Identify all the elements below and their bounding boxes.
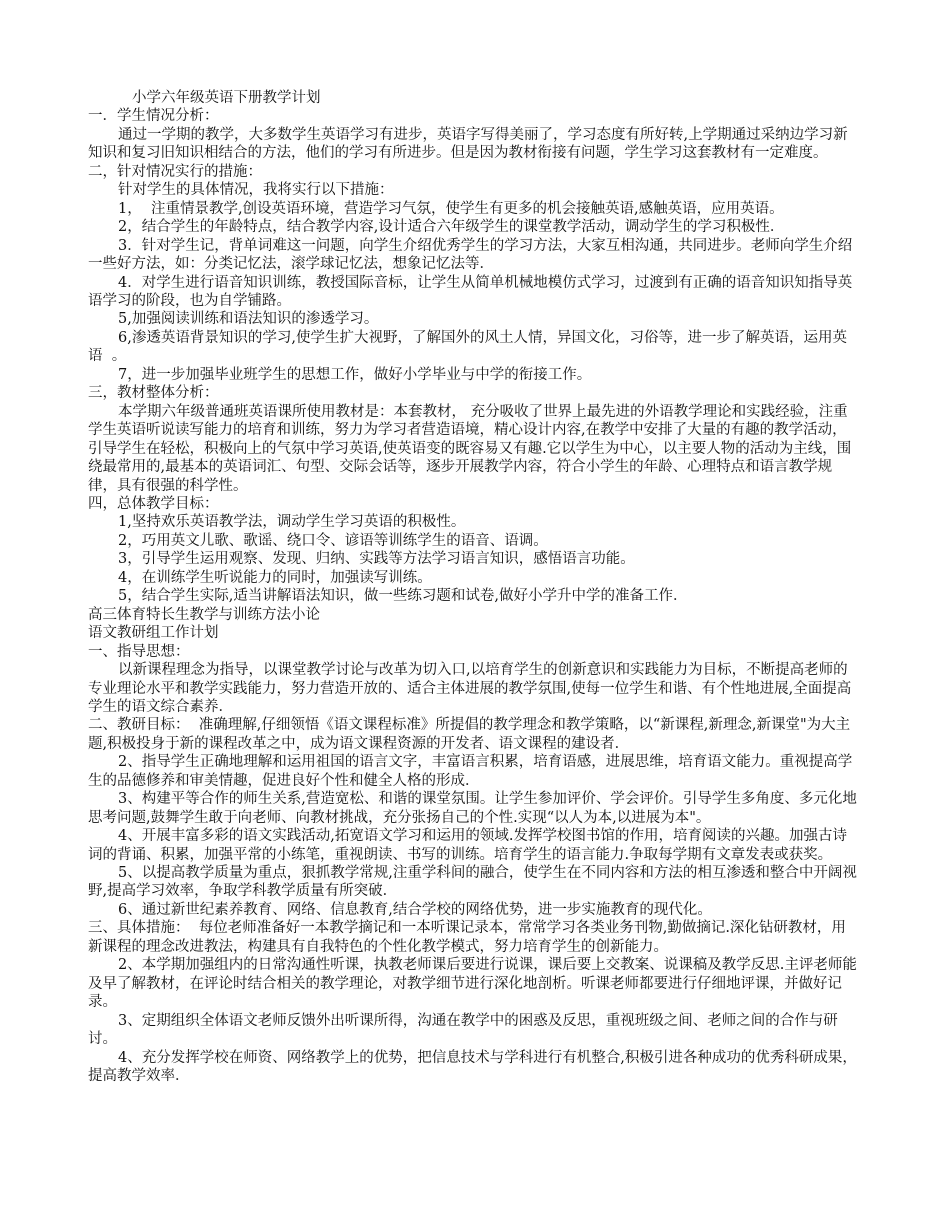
paragraph: 2，结合学生的年龄特点，结合教学内容,设计适合六年级学生的课堂教学活动，调动学生的学习积极性．	[118, 219, 785, 236]
section-heading: 三，教材整体分析：	[88, 385, 219, 402]
paragraph: 2、指导学生正确地理解和运用祖国的语言文字，丰富语言积累，培育语感，进展思维，培育语文能力。重视提高学生的品德修养和审美情趣，促进良好个性和健全人格的形成．	[88, 754, 853, 789]
paragraph: 1,坚持欢乐英语教学法，调动学生学习英语的积极性。	[118, 514, 466, 531]
document-body	[88, 107, 860, 1085]
section-heading: 三、具体措施： 每位老师准备好一本教学摘记和一本听课记录本，常常学习各类业务刊物,勤做摘记.深化钻研教材，用新课程的理念改进教法，构建具有自我特色的个性化教学模式，努力培育学生的创新能力。	[88, 920, 846, 955]
paragraph: 针对学生的具体情况，我将实行以下措施：	[118, 182, 394, 199]
section-heading: 语文教研组工作计划	[88, 625, 219, 642]
paragraph: 6、通过新世纪素养教育、网络、信息教育,结合学校的网络优势，进一步实施教育的现代化。	[118, 901, 712, 918]
paragraph: 3、构建平等合作的师生关系,营造宽松、和谐的课堂氛围。让学生参加评价、学会评价。引导学生多角度、多元化地思考问题,鼓舞学生敢于向老师、向教材挑战，充分张扬自己的个性.实现“以人为本,以进展为本"。	[88, 791, 857, 826]
section-heading: 一、指导思想：	[88, 643, 190, 660]
paragraph: 4，在训练学生听说能力的同时，加强读写训练。	[118, 569, 432, 586]
paragraph: 2，巧用英文儿歌、歌谣、绕口令、谚语等训练学生的语音、语调。	[118, 532, 548, 549]
paragraph: 3，引导学生运用观察、发现、归纳、实践等方法学习语言知识，感悟语言功能。	[118, 551, 635, 568]
section-heading: 二、教研目标： 准确理解,仔细领悟《语文课程标准》所提倡的教学理念和教学策略，以“新课程,新理念,新课堂"为大主题,积极投身于新的课程改革之中，成为语文课程资源的开发者、语文课程的建设者．	[88, 717, 851, 752]
paragraph: 6,渗透英语背景知识的学习,使学生扩大视野，了解国外的风土人情，异国文化，习俗等，进一步了解英语，运用英语 。	[88, 329, 847, 365]
paragraph: 1， 注重情景教学,创设英语环境，营造学习气氛，使学生有更多的机会接触英语,感触英语，应用英语。	[118, 200, 784, 217]
paragraph: 5、以提高教学质量为重点，狠抓教学常规,注重学科间的融合，使学生在不同内容和方法的相互渗透和整合中开阔视野,提高学习效率，争取学科教学质量有所突破．	[88, 865, 857, 900]
paragraph: 4．对学生进行语音知识训练，教授国际音标，让学生从简单机械地模仿式学习，过渡到有正确的语音知识知指导英语学习的阶段，也为自学铺路。	[88, 274, 853, 309]
section-heading: 高三体育特长生教学与训练方法小论	[88, 606, 320, 623]
paragraph: 以新课程理念为指导，以课堂教学讨论与改革为切入口,以培育学生的创新意识和实践能力为目标，不断提高老师的专业理论水平和教学实践能力，努力营造开放的、适合主体进展的教学氛围,使每一位学生和谐、有个性地进展,全面提高学生的语文综合素养．	[88, 662, 852, 715]
paragraph: 4、充分发挥学校在师资、网络教学上的优势，把信息技术与学科进行有机整合,积极引进各种成功的优秀科研成果，提高教学效率．	[88, 1049, 857, 1085]
section-heading: 一．学生情况分析：	[88, 108, 219, 125]
paragraph: 3．针对学生记，背单词难这一问题，向学生介绍优秀学生的学习方法，大家互相沟通，共同进步。老师向学生介绍一些好方法，如：分类记忆法，滚学球记忆法，想象记忆法等．	[88, 237, 853, 273]
section-heading: 二，针对情况实行的措施：	[88, 163, 262, 180]
paragraph: 4、开展丰富多彩的语文实践活动,拓宽语文学习和运用的领域.发挥学校图书馆的作用，培育阅读的兴趣。加强古诗词的背诵、积累，加强平常的小练笔，重视朗读、书写的训练。培育学生的语言能力.争取每学期有文章发表或获奖。	[88, 828, 847, 863]
document-title: 小学六年级英语下册教学计划	[132, 90, 321, 106]
paragraph: 5，结合学生实际,适当讲解语法知识，做一些练习题和试卷,做好小学升中学的准备工作．	[118, 588, 688, 605]
paragraph: 2、本学期加强组内的日常沟通性听课，执教老师课后要进行说课，课后要上交教案、说课稿及教学反思.主评老师能及早了解教材，在评论时结合相关的教学理论，对教学细节进行深化地剖析。听课老师都要进行仔细地评课，并做好记录。	[88, 957, 857, 1011]
section-heading: 四，总体教学目标：	[88, 495, 219, 512]
document-page	[88, 89, 860, 1085]
paragraph: 5,加强阅读训练和语法知识的渗透学习。	[118, 311, 379, 328]
paragraph: 本学期六年级普通班英语课所使用教材是：本套教材， 充分吸收了世界上最先进的外语教学理论和实践经验，注重学生英语听说读写能力的培育和训练，努力为学习者营造语境，精心设计内容,在教学中安排了大量的有趣的教学活动，引导学生在轻松，积极向上的气氛中学习英语,使英语变的既容易又有趣.它以学生为中心，以主要人物的活动为主线，围绕最常用的,最基本的英语词汇、句型、交际会话等，逐步开展教学内容，符合小学生的年龄、心理特点和语言教学规律，具有很强的科学性。	[88, 403, 852, 494]
paragraph: 通过一学期的教学，大多数学生英语学习有进步，英语字写得美丽了，学习态度有所好转,上学期通过采纳边学习新知识和复习旧知识相结合的方法，他们的学习有所进步。但是因为教材衔接有问题，学生学习这套教材有一定难度。	[88, 126, 848, 162]
paragraph: 3、定期组织全体语文老师反馈外出听课所得，沟通在教学中的困惑及反思，重视班级之间、老师之间的合作与研讨。	[88, 1012, 838, 1048]
paragraph: 7，进一步加强毕业班学生的思想工作，做好小学毕业与中学的衔接工作。	[118, 366, 592, 383]
